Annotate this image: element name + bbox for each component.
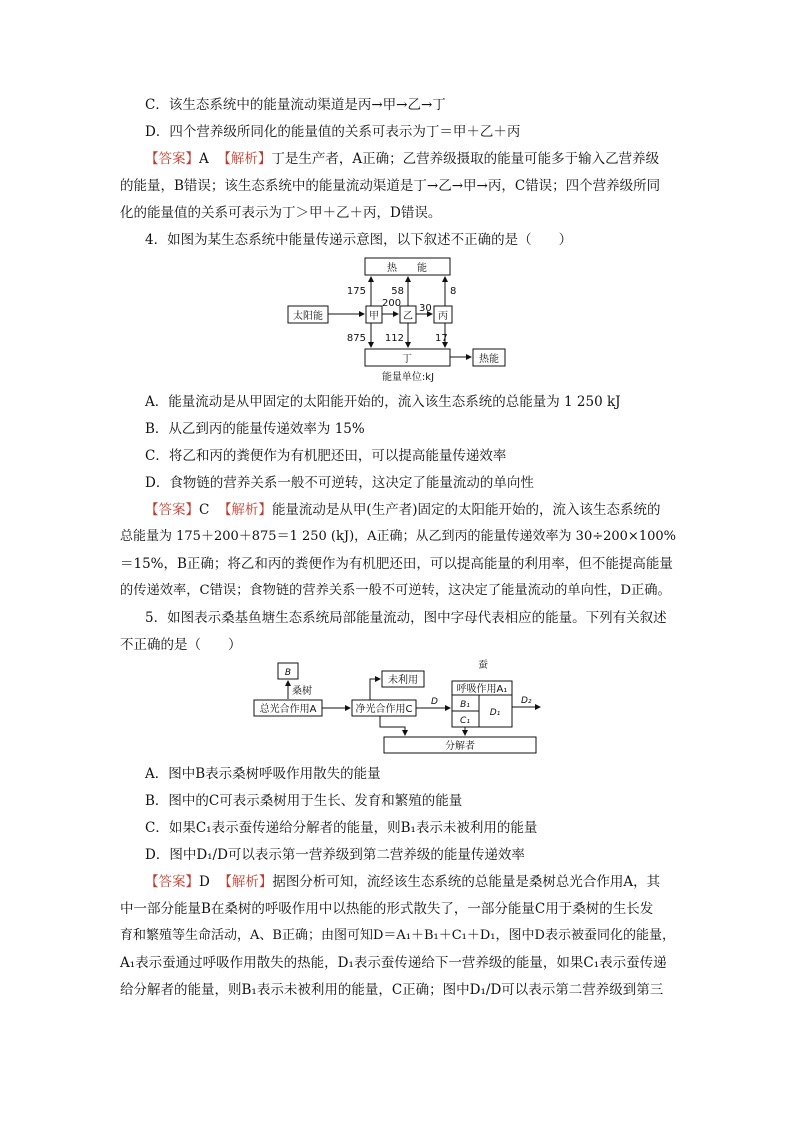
energy-flow-diagram: [270, 252, 530, 387]
c1-label: C₁: [460, 716, 470, 726]
q5-analysis-line: 育和繁殖等生命活动，A、B正确；由图可知D＝A₁＋B₁＋C₁＋D₁，图中D表示被蚕同化的能量，: [120, 928, 675, 943]
q5-analysis-line: A₁表示蚕通过呼吸作用散失的热能，D₁表示蚕传递给下一营养级的能量，如果C₁表示蚕传递: [120, 955, 667, 971]
d1-label: D₁: [489, 708, 501, 718]
sun-label: 太阳能: [293, 311, 323, 322]
q5-option-b: B．图中的C可表示桑树用于生长、发育和繁殖的能量: [145, 793, 463, 809]
q5-option-d: D．图中D₁/D可以表示第一营养级到第二营养级的能量传递效率: [145, 847, 525, 863]
value-17: 17: [435, 333, 448, 344]
answer-letter: C: [199, 502, 210, 518]
answer-tag: 【答案】: [145, 874, 199, 890]
b-label: B: [284, 668, 292, 678]
heat-right-label: 热能: [479, 354, 499, 365]
analysis-tag: 【解析】: [217, 151, 272, 167]
analysis-tag: 【解析】: [218, 874, 273, 890]
net-label: 净光合作用C: [355, 704, 413, 715]
ding-label: 丁: [402, 354, 412, 365]
jia-label: 甲: [369, 311, 379, 322]
q5-analysis-line: 给分解者的能量，则B₁表示未被利用的能量，C正确；图中D₁/D可以表示第二营养级到第三: [120, 982, 664, 998]
analysis-tag: 【解析】: [217, 502, 272, 518]
decomposer-label: 分解者: [445, 741, 475, 752]
value-58: 58: [391, 286, 404, 297]
value-875: 875: [346, 333, 366, 344]
b1-label: B₁: [460, 700, 470, 710]
d2-label: D₂: [521, 696, 532, 706]
q4-option-d: D．食物链的营养关系一般不可逆转，这决定了能量流动的单向性: [145, 475, 534, 491]
q4-option-c: C．将乙和丙的粪便作为有机肥还田，可以提高能量传递效率: [145, 448, 507, 464]
silkworm-label: 蚕: [478, 660, 488, 671]
unused-label: 未利用: [388, 675, 418, 686]
heat-top-label: 热 能: [387, 263, 427, 274]
answer-tag: 【答案】: [145, 502, 199, 518]
resp-label: 呼吸作用A₁: [456, 684, 508, 695]
q5-analysis-line: 中一部分能量B在桑树的呼吸作用中以热能的形式散失了，一部分能量C用于桑树的生长发: [120, 901, 654, 917]
value-30: 30: [419, 303, 432, 314]
q3-analysis-line: 的能量，B错误；该生态系统中的能量流动渠道是丁→乙→甲→丙，C错误；四个营养级所同: [120, 178, 661, 194]
q5-option-a: A．图中B表示桑树呼吸作用散失的能量: [145, 766, 381, 782]
q4-option-a: A．能量流动是从甲固定的太阳能开始的，流入该生态系统的总能量为 1 250 kJ: [145, 394, 621, 410]
answer-tag: 【答案】: [145, 151, 199, 167]
q4-analysis-line: 总能量为 175＋200＋875＝1 250 (kJ)，A正确；从乙到丙的能量传递效率为 30÷200×100%: [120, 529, 676, 544]
analysis-text: 能量流动是从甲(生产者)固定的太阳能开始的，流入该生态系统的: [271, 502, 661, 518]
yi-label: 乙: [403, 311, 413, 322]
arrow-net-unused: [370, 679, 380, 700]
gross-label: 总光合作用A: [259, 704, 317, 715]
answer-letter: A: [199, 151, 209, 167]
unit-label: 能量单位:kJ: [381, 372, 435, 383]
sangshu-label: 桑树: [292, 686, 312, 697]
mulberry-fishpond-diagram: [250, 657, 550, 760]
q5-stem: 不正确的是（ ）: [120, 637, 242, 653]
q5-option-c: C．如果C₁表示蚕传递给分解者的能量，则B₁表示未被利用的能量: [145, 820, 538, 836]
value-175: 175: [346, 286, 366, 297]
q5-stem: 5．如图表示桑基鱼塘生态系统局部能量流动，图中字母代表相应的能量。下列有关叙述: [145, 610, 667, 626]
answer-letter: D: [199, 874, 210, 890]
arrow-net-decomposer: [380, 716, 405, 735]
q3-analysis-line: 化的能量值的关系可表示为丁＞甲＋乙＋丙，D错误。: [120, 205, 442, 221]
bing-label: 丙: [438, 311, 448, 322]
d-label: D: [431, 697, 438, 707]
value-112: 112: [384, 333, 404, 344]
analysis-text: 据图分析可知，流经该生态系统的总能量是桑树总光合作用A，其: [272, 874, 661, 890]
q4-option-b: B．从乙到丙的能量传递效率为 15%: [145, 421, 365, 437]
q4-analysis-line: 的传递效率，C错误；食物链的营养关系一般不可逆转，这决定了能量流动的单向性，D正确。: [120, 583, 671, 598]
q5-answer-line: [145, 872, 660, 892]
value-200: 200: [382, 298, 402, 309]
q3-option-c: C．该生态系统中的能量流动渠道是丙→甲→乙→丁: [145, 97, 446, 113]
q3-answer-line: [145, 149, 659, 169]
q4-analysis-line: ＝15%，B正确；将乙和丙的粪便作为有机肥还田，可以提高能量的利用率，但不能提高能量: [120, 556, 673, 572]
value-8: 8: [450, 286, 457, 297]
q4-answer-line: [145, 500, 660, 520]
q3-option-d: D．四个营养级所同化的能量值的关系可表示为丁＝甲＋乙＋丙: [145, 124, 521, 140]
analysis-text: 丁是生产者，A正确；乙营养级摄取的能量可能多于输入乙营养级: [271, 151, 660, 167]
q4-stem: 4．如图为某生态系统中能量传递示意图，以下叙述不正确的是（ ）: [145, 232, 573, 248]
